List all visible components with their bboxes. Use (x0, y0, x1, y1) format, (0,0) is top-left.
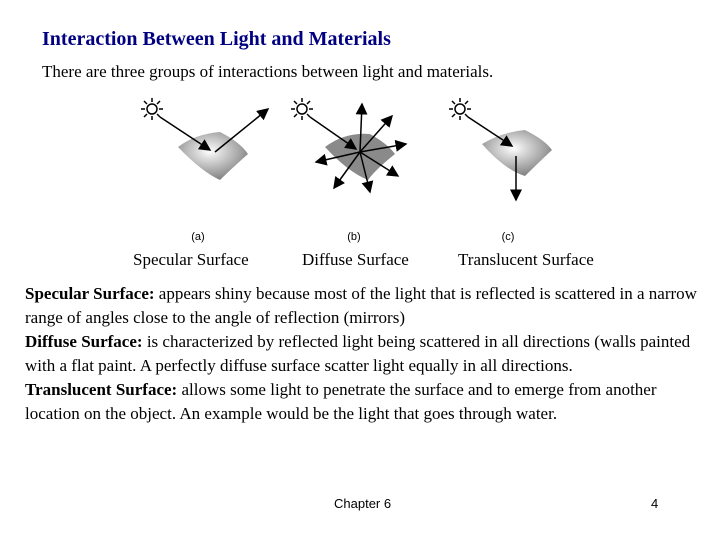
light-interaction-figure (120, 92, 570, 244)
intro-text: There are three groups of interactions between light and materials. (42, 62, 494, 81)
definition-diffuse (25, 330, 705, 378)
light-source-icon (141, 98, 163, 120)
caption-translucent: Translucent Surface (458, 250, 594, 269)
definition-text: appears shiny because most of the light that is reflected is scattered in a narrow range of angles close to the angle of reflection (mirrors) (25, 284, 697, 327)
page-number: 4 (651, 496, 659, 511)
footer-chapter: Chapter 6 (334, 496, 392, 511)
definition-term: Diffuse Surface: (25, 332, 143, 351)
definition-term: Specular Surface: (25, 284, 155, 303)
definitions (25, 282, 705, 426)
panel-label-a: (a) (191, 231, 205, 243)
caption-specular: Specular Surface (133, 250, 249, 269)
definition-translucent (25, 378, 705, 426)
panel-a-specular (141, 98, 268, 243)
panel-label-c: (c) (501, 231, 515, 243)
surface-c (482, 130, 552, 176)
definition-term: Translucent Surface: (25, 380, 178, 399)
reflected-ray-a (215, 109, 268, 152)
slide-title: Interaction Between Light and Materials (42, 28, 391, 50)
panel-c-translucent (449, 98, 552, 243)
definition-text: allows some light to penetrate the surface and to emerge from another location on the object. An example would be the light that goes through water. (25, 380, 657, 423)
light-source-icon (449, 98, 471, 120)
definition-text: is characterized by reflected light being scattered in all directions (walls painted with a flat paint. A perfectly diffuse surface scatter light equally in all directions. (25, 332, 691, 375)
panel-b-diffuse (291, 98, 406, 243)
definition-specular (25, 282, 705, 330)
panel-label-b: (b) (347, 231, 361, 243)
surface-a (178, 132, 248, 180)
caption-diffuse: Diffuse Surface (302, 250, 409, 269)
light-source-icon (291, 98, 313, 120)
